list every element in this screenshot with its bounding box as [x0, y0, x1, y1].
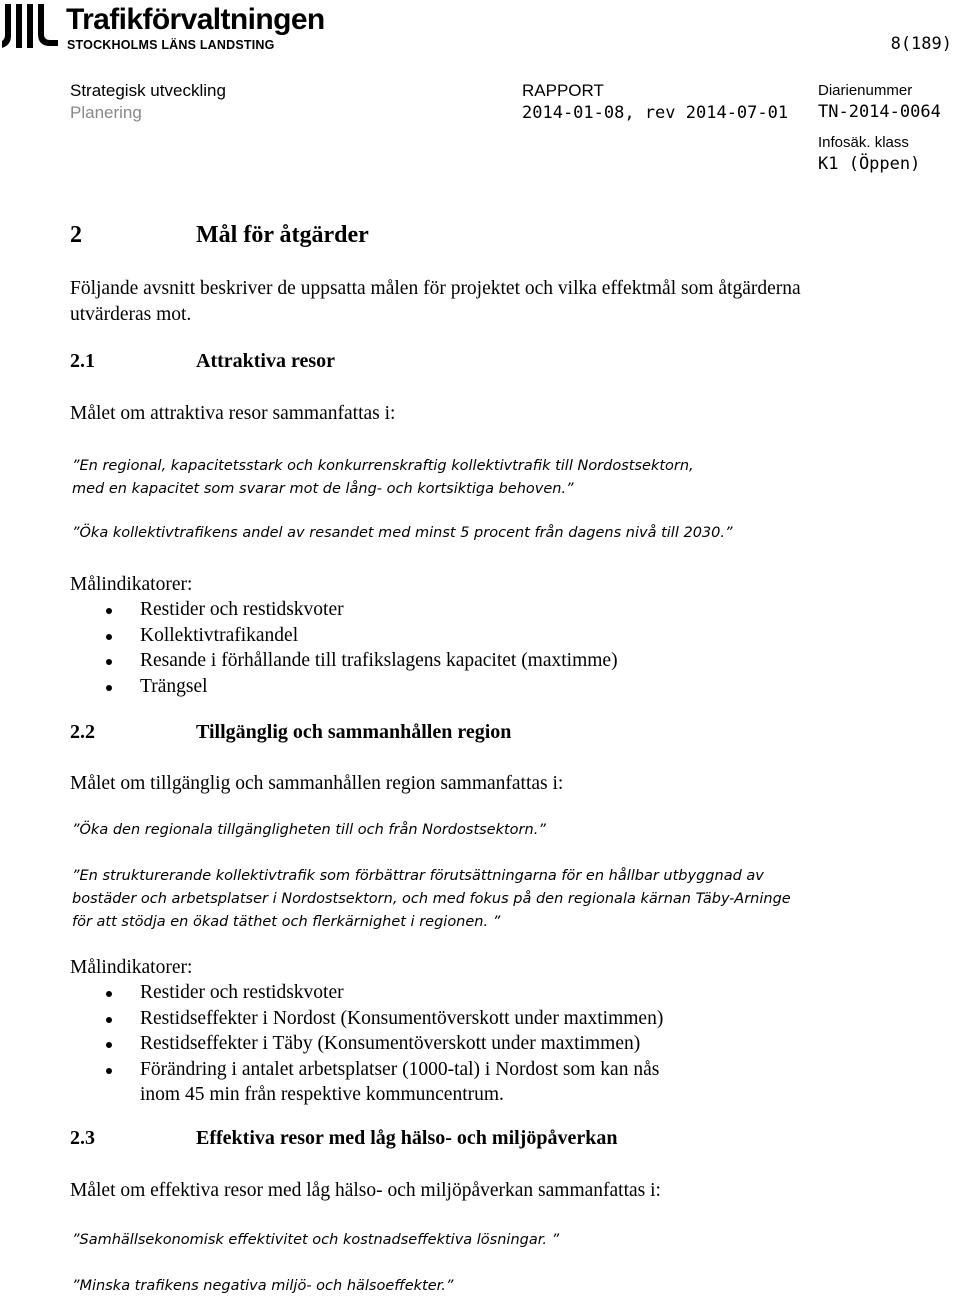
diarie-label: Diarienummer	[818, 82, 913, 99]
quote-accessible-1: ”Öka den regionala tillgängligheten till och från Nordostsektorn.”	[72, 822, 546, 838]
section-2-1-title: Attraktiva resor	[196, 350, 336, 372]
section-2-2-summary: Målet om tillgänglig och sammanhållen region sammanfattas i:	[70, 773, 564, 794]
quote-accessible-2a: ”En strukturerande kollektivtrafik som förbättrar förutsättningarna för en hållbar utbyggnad av	[72, 868, 764, 884]
org-subtitle: STOCKHOLMS LÄNS LANDSTING	[67, 38, 275, 52]
bullet-icon	[106, 634, 112, 640]
list-item: Restider och restidskvoter	[70, 597, 870, 623]
section-2-2-title: Tillgänglig och sammanhållen region	[196, 721, 512, 743]
org-name: Trafikförvaltningen	[66, 3, 325, 36]
section-2-3-number: 2.3	[70, 1127, 95, 1149]
section-2-2-number: 2.2	[70, 721, 95, 743]
indicators-list-2-1	[70, 597, 870, 699]
section-2-intro: Följande avsnitt beskriver de uppsatta målen för projektet och vilka effektmål som åtgärderna utvärderas mot.	[70, 278, 801, 325]
diarie-value: TN-2014-0064	[818, 102, 941, 122]
section-2-title: Mål för åtgärder	[196, 222, 369, 248]
bullet-icon	[106, 991, 112, 997]
quote-attractive-1b: med en kapacitet som svarar mot de lång- och kortsiktiga behoven.”	[72, 481, 574, 497]
logo-mark-icon	[2, 2, 60, 50]
unit: Planering	[70, 103, 142, 122]
bullet-icon	[106, 1017, 112, 1023]
indicators-label-2-2: Målindikatorer:	[70, 957, 193, 978]
section-2-1-number: 2.1	[70, 350, 95, 372]
indicators-list-2-2	[70, 980, 890, 1108]
doc-type: RAPPORT	[522, 81, 604, 100]
page-number: 8(189)	[890, 34, 952, 54]
infosak-value: K1 (Öppen)	[818, 154, 921, 174]
infosak-label: Infosäk. klass	[818, 134, 909, 151]
list-item: Restidseffekter i Täby (Konsumentöverskott under maxtimmen)	[70, 1031, 890, 1057]
quote-attractive-1a: ”En regional, kapacitetsstark och konkurrenskraftig kollektivtrafik till Nordostsektorn,	[72, 458, 694, 474]
quote-efficient-1: ”Samhällsekonomisk effektivitet och kostnadseffektiva lösningar. ”	[72, 1232, 560, 1248]
section-2-number: 2	[70, 222, 82, 248]
bullet-icon	[106, 1042, 112, 1048]
section-2-1-summary: Målet om attraktiva resor sammanfattas i:	[70, 403, 396, 424]
quote-efficient-2: ”Minska trafikens negativa miljö- och hälsoeffekter.”	[72, 1278, 454, 1294]
bullet-icon	[106, 685, 112, 691]
section-2-3-summary: Målet om effektiva resor med låg hälso- och miljöpåverkan sammanfattas i:	[70, 1180, 661, 1201]
doc-date: 2014-01-08, rev 2014-07-01	[522, 103, 789, 123]
list-item-continuation: inom 45 min från respektive kommuncentrum.	[140, 1084, 504, 1105]
list-item: Förändring i antalet arbetsplatser (1000-tal) i Nordost som kan nås	[70, 1057, 890, 1083]
section-2-3-title: Effektiva resor med låg hälso- och miljöpåverkan	[196, 1127, 618, 1149]
department: Strategisk utveckling	[70, 81, 226, 100]
indicators-label-2-1: Målindikatorer:	[70, 574, 193, 595]
organization-logo	[2, 2, 332, 52]
bullet-icon	[106, 608, 112, 614]
list-item: Resande i förhållande till trafikslagens kapacitet (maxtimme)	[70, 648, 870, 674]
quote-accessible-2c: för att stödja en ökad täthet och flerkärnighet i regionen. ”	[72, 914, 501, 930]
bullet-icon	[106, 1068, 112, 1074]
quote-attractive-2: ”Öka kollektivtrafikens andel av resandet med minst 5 procent från dagens nivå till 2030.”	[72, 525, 733, 541]
list-item: Kollektivtrafikandel	[70, 623, 870, 649]
quote-accessible-2b: bostäder och arbetsplatser i Nordostsektorn, och med fokus på den regionala kärnan Täby-Arninge	[72, 891, 791, 907]
bullet-icon	[106, 659, 112, 665]
list-item: Restidseffekter i Nordost (Konsumentöverskott under maxtimmen)	[70, 1006, 890, 1032]
list-item: Trängsel	[70, 674, 870, 700]
list-item: Restider och restidskvoter	[70, 980, 890, 1006]
